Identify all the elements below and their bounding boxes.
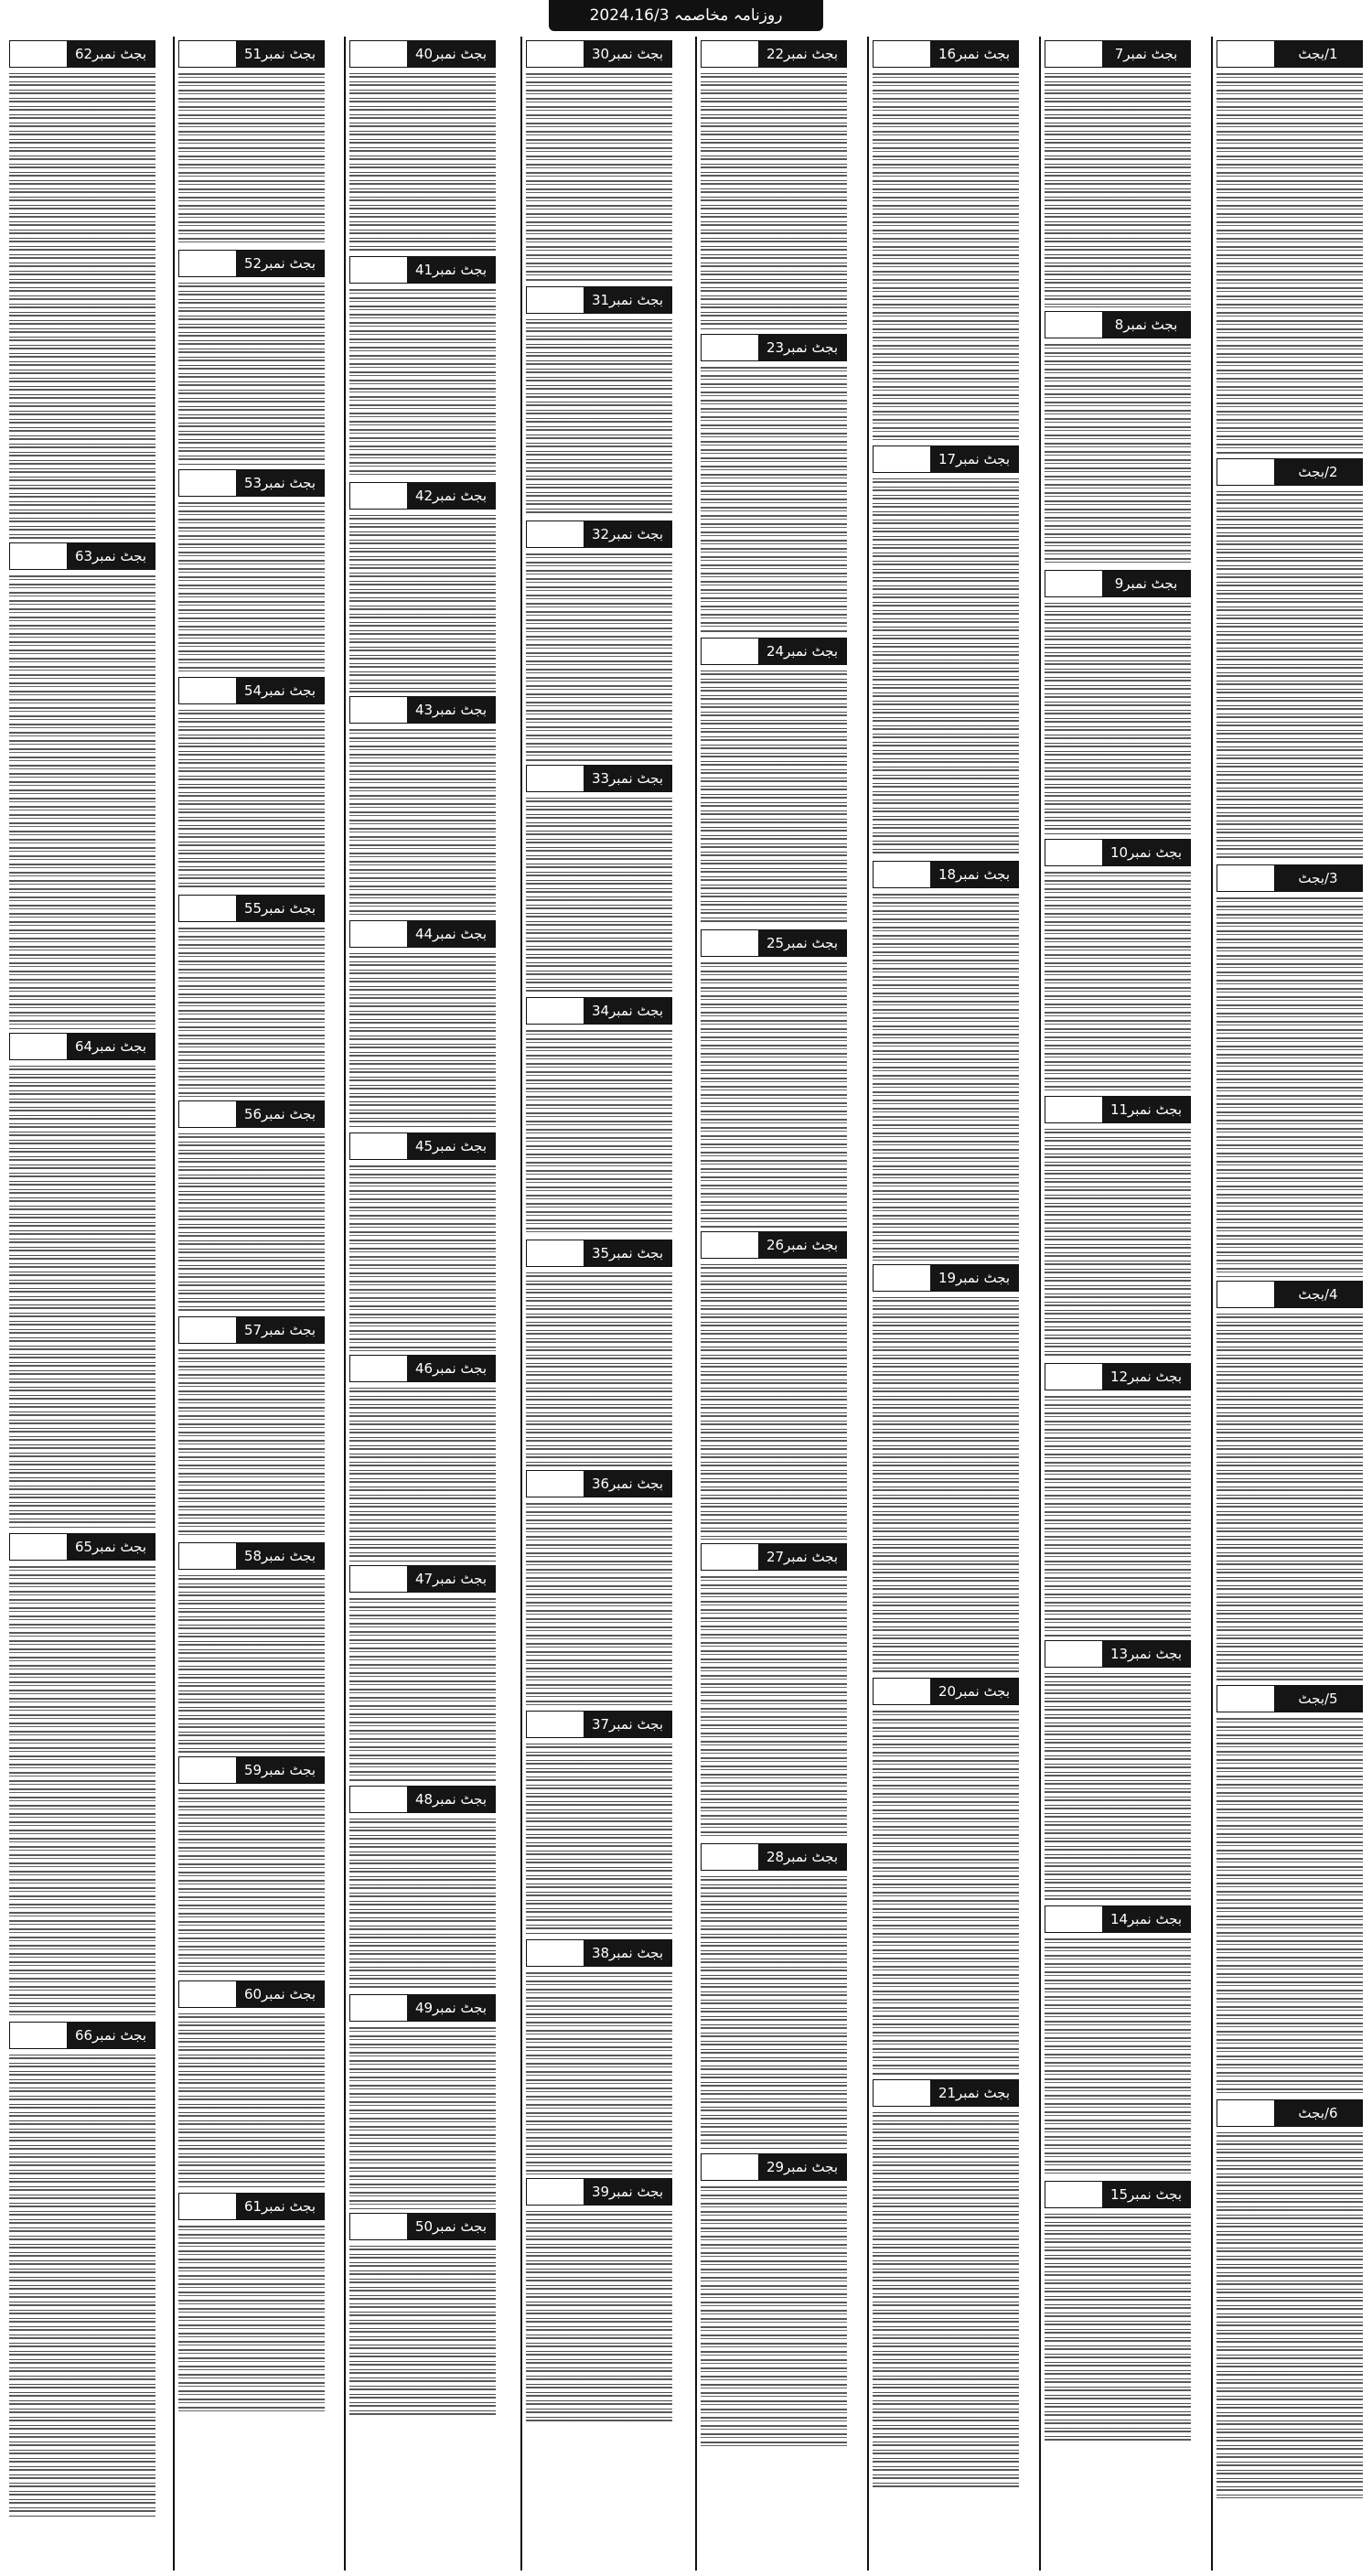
article-body <box>178 710 325 891</box>
section-heading <box>526 286 672 314</box>
section-heading <box>701 1543 847 1571</box>
article-body <box>526 73 672 283</box>
article-body <box>178 1575 325 1753</box>
article-body <box>1217 491 1363 861</box>
section-heading-label: بجٹ نمبر35 <box>584 1240 671 1266</box>
section-heading-label: بجٹ نمبر32 <box>584 521 671 547</box>
section-heading-label: بجٹ نمبر16 <box>930 41 1018 67</box>
section-heading-label: بجٹ نمبر45 <box>407 1133 495 1159</box>
section-heading-label: بجٹ نمبر49 <box>407 1995 495 2021</box>
section-heading <box>349 1132 496 1160</box>
article-body <box>1217 1314 1363 1681</box>
article-body <box>9 73 155 539</box>
section-heading <box>526 40 672 68</box>
section-heading-label: بجٹ نمبر55 <box>236 896 324 921</box>
article-body <box>701 962 847 1228</box>
section-heading-label: 2/بجٹ <box>1274 459 1362 485</box>
article-body <box>1045 344 1191 566</box>
article-body <box>349 515 496 692</box>
newspaper-column <box>869 37 1023 2571</box>
section-heading <box>349 40 496 68</box>
newspaper-column <box>175 37 328 2571</box>
section-heading-label: بجٹ نمبر25 <box>758 930 846 956</box>
section-heading-label: بجٹ نمبر18 <box>930 862 1018 887</box>
section-heading <box>9 1033 155 1060</box>
section-heading-label: بجٹ نمبر29 <box>758 2154 846 2180</box>
section-heading-label: بجٹ نمبر19 <box>930 1265 1018 1291</box>
section-heading <box>349 920 496 948</box>
article-body <box>1217 2132 1363 2498</box>
newspaper-column <box>697 37 851 2571</box>
article-body <box>701 671 847 926</box>
section-heading <box>178 40 325 68</box>
section-heading <box>349 1565 496 1593</box>
section-heading-label: بجٹ نمبر54 <box>236 678 324 703</box>
article-body <box>526 1272 672 1466</box>
section-heading-label: 4/بجٹ <box>1274 1282 1362 1307</box>
section-heading <box>349 1355 496 1382</box>
section-heading <box>526 2178 672 2206</box>
section-heading-label: بجٹ نمبر43 <box>407 697 495 723</box>
section-heading <box>1045 40 1191 68</box>
section-heading <box>9 2022 155 2049</box>
section-heading-label: بجٹ نمبر17 <box>930 446 1018 472</box>
article-body <box>349 729 496 917</box>
section-heading-label: بجٹ نمبر38 <box>584 1940 671 1966</box>
section-heading <box>1045 1640 1191 1668</box>
article-body <box>178 1133 325 1313</box>
section-heading <box>701 334 847 361</box>
section-heading <box>873 1678 1019 1705</box>
article-body <box>526 1972 672 2174</box>
article-body <box>349 1388 496 1562</box>
article-body <box>526 2211 672 2423</box>
section-heading <box>349 482 496 510</box>
section-heading-label: بجٹ نمبر8 <box>1102 312 1190 338</box>
article-body <box>349 1165 496 1351</box>
section-heading <box>1217 2099 1363 2127</box>
section-heading <box>178 677 325 704</box>
article-body <box>701 1876 847 2150</box>
section-heading <box>349 1994 496 2022</box>
section-heading <box>349 2213 496 2240</box>
article-body <box>9 575 155 1029</box>
section-heading-label: بجٹ نمبر14 <box>1102 1906 1190 1932</box>
article-body <box>178 2226 325 2411</box>
section-heading <box>178 1316 325 1344</box>
article-body <box>349 2027 496 2209</box>
section-heading-label: بجٹ نمبر44 <box>407 921 495 947</box>
section-heading-label: بجٹ نمبر66 <box>67 2023 155 2048</box>
section-heading <box>1045 839 1191 866</box>
section-heading-label: بجٹ نمبر7 <box>1102 41 1190 67</box>
article-body <box>9 1066 155 1530</box>
section-heading-label: بجٹ نمبر28 <box>758 1844 846 1870</box>
section-heading <box>701 1843 847 1871</box>
section-heading-label: بجٹ نمبر31 <box>584 287 671 313</box>
article-body <box>9 1566 155 2018</box>
section-heading-label: بجٹ نمبر48 <box>407 1787 495 1812</box>
article-body <box>178 928 325 1097</box>
section-heading <box>526 521 672 548</box>
section-heading <box>178 2193 325 2220</box>
article-body <box>701 2186 847 2448</box>
article-body <box>701 73 847 330</box>
section-heading-label: بجٹ نمبر50 <box>407 2214 495 2239</box>
newspaper-column <box>1041 37 1195 2571</box>
section-heading <box>873 445 1019 473</box>
section-heading <box>526 1711 672 1738</box>
article-body <box>1045 603 1191 835</box>
section-heading <box>526 1470 672 1497</box>
article-body <box>178 73 325 246</box>
article-body <box>701 1576 847 1840</box>
article-body <box>873 73 1019 442</box>
article-body <box>1217 1718 1363 2096</box>
section-heading <box>701 1231 847 1259</box>
article-body <box>701 367 847 634</box>
section-heading <box>9 1533 155 1561</box>
section-heading-label: بجٹ نمبر58 <box>236 1543 324 1569</box>
section-heading <box>349 256 496 284</box>
article-body <box>526 1744 672 1936</box>
section-heading <box>1045 1096 1191 1123</box>
section-heading-label: بجٹ نمبر21 <box>930 2080 1018 2106</box>
article-body <box>178 502 325 673</box>
article-body <box>873 2112 1019 2487</box>
section-heading-label: بجٹ نمبر36 <box>584 1471 671 1497</box>
section-heading <box>526 1939 672 1967</box>
article-body <box>701 1264 847 1540</box>
article-body <box>349 2246 496 2416</box>
section-heading-label: بجٹ نمبر39 <box>584 2179 671 2205</box>
article-body <box>1217 73 1363 455</box>
section-heading-label: بجٹ نمبر33 <box>584 766 671 791</box>
section-heading <box>526 997 672 1025</box>
article-body <box>1217 897 1363 1277</box>
section-heading-label: بجٹ نمبر59 <box>236 1757 324 1783</box>
section-heading <box>1045 2181 1191 2208</box>
section-heading-label: بجٹ نمبر52 <box>236 251 324 276</box>
article-body <box>873 478 1019 857</box>
section-heading-label: بجٹ نمبر22 <box>758 41 846 67</box>
section-heading-label: بجٹ نمبر64 <box>67 1034 155 1059</box>
section-heading-label: بجٹ نمبر12 <box>1102 1364 1190 1390</box>
section-heading <box>178 469 325 497</box>
masthead <box>0 0 1372 37</box>
section-heading <box>349 696 496 724</box>
section-heading <box>1217 1281 1363 1308</box>
section-heading <box>178 1100 325 1128</box>
section-heading-label: بجٹ نمبر51 <box>236 41 324 67</box>
section-heading <box>9 40 155 68</box>
article-body <box>349 1819 496 1991</box>
section-heading <box>1045 1363 1191 1390</box>
section-heading <box>526 1240 672 1267</box>
section-heading-label: بجٹ نمبر26 <box>758 1232 846 1258</box>
section-heading <box>1217 458 1363 486</box>
newspaper-page <box>5 37 1367 2571</box>
section-heading-label: بجٹ نمبر37 <box>584 1712 671 1737</box>
section-heading-label: بجٹ نمبر57 <box>236 1317 324 1343</box>
section-heading <box>178 1542 325 1570</box>
section-heading-label: بجٹ نمبر42 <box>407 483 495 509</box>
section-heading <box>873 861 1019 888</box>
section-heading-label: 1/بجٹ <box>1274 41 1362 67</box>
article-body <box>526 798 672 993</box>
section-heading <box>701 2153 847 2181</box>
section-heading-label: بجٹ نمبر24 <box>758 639 846 664</box>
section-heading-label: بجٹ نمبر27 <box>758 1544 846 1570</box>
section-heading <box>1045 1905 1191 1933</box>
section-heading <box>1045 570 1191 597</box>
section-heading <box>1217 864 1363 892</box>
section-heading-label: 6/بجٹ <box>1274 2100 1362 2126</box>
section-heading-label: بجٹ نمبر40 <box>407 41 495 67</box>
article-body <box>526 1503 672 1707</box>
section-heading-label: بجٹ نمبر63 <box>67 543 155 569</box>
section-heading-label: 5/بجٹ <box>1274 1686 1362 1712</box>
article-body <box>1045 1938 1191 2177</box>
article-body <box>526 553 672 761</box>
section-heading <box>873 2079 1019 2107</box>
section-heading <box>1217 40 1363 68</box>
section-heading-label: بجٹ نمبر56 <box>236 1101 324 1127</box>
article-body <box>1045 2214 1191 2441</box>
article-body <box>1045 1673 1191 1902</box>
article-body <box>1045 73 1191 307</box>
article-body <box>349 953 496 1129</box>
article-body <box>349 289 496 478</box>
article-body <box>873 1711 1019 2076</box>
section-heading-label: بجٹ نمبر62 <box>67 41 155 67</box>
section-heading-label: بجٹ نمبر53 <box>236 470 324 496</box>
newspaper-column <box>5 37 159 2571</box>
section-heading-label: بجٹ نمبر23 <box>758 335 846 360</box>
article-body <box>349 73 496 252</box>
section-heading-label: بجٹ نمبر11 <box>1102 1097 1190 1122</box>
article-body <box>1045 872 1191 1092</box>
section-heading <box>873 40 1019 68</box>
masthead-date: روزنامہ مخاصمہ 2024،16/3 <box>549 0 823 31</box>
article-body <box>178 2013 325 2189</box>
section-heading-label: بجٹ نمبر41 <box>407 257 495 283</box>
section-heading-label: بجٹ نمبر46 <box>407 1356 495 1381</box>
article-body <box>178 1349 325 1539</box>
section-heading-label: بجٹ نمبر47 <box>407 1566 495 1592</box>
article-body <box>526 1030 672 1236</box>
article-body <box>873 1297 1019 1674</box>
article-body <box>1045 1396 1191 1637</box>
section-heading-label: بجٹ نمبر13 <box>1102 1641 1190 1667</box>
section-heading <box>1217 1685 1363 1712</box>
section-heading <box>178 1756 325 1784</box>
section-heading-label: 3/بجٹ <box>1274 865 1362 891</box>
section-heading <box>9 542 155 570</box>
section-heading-label: بجٹ نمبر61 <box>236 2194 324 2219</box>
section-heading <box>526 765 672 792</box>
article-body <box>9 2055 155 2517</box>
article-body <box>178 1789 325 1977</box>
section-heading <box>178 1980 325 2008</box>
section-heading <box>178 250 325 277</box>
section-heading-label: بجٹ نمبر65 <box>67 1534 155 1560</box>
article-body <box>526 319 672 517</box>
section-heading <box>701 40 847 68</box>
section-heading <box>349 1786 496 1813</box>
section-heading-label: بجٹ نمبر9 <box>1102 571 1190 596</box>
newspaper-column <box>1213 37 1367 2571</box>
section-heading <box>873 1264 1019 1292</box>
section-heading-label: بجٹ نمبر30 <box>584 41 671 67</box>
section-heading-label: بجٹ نمبر10 <box>1102 840 1190 865</box>
article-body <box>873 894 1019 1261</box>
section-heading-label: بجٹ نمبر20 <box>930 1679 1018 1704</box>
section-heading <box>178 895 325 922</box>
section-heading <box>701 638 847 665</box>
article-body <box>1045 1129 1191 1359</box>
section-heading-label: بجٹ نمبر15 <box>1102 2182 1190 2207</box>
newspaper-column <box>522 37 676 2571</box>
article-body <box>178 283 325 466</box>
article-body <box>349 1598 496 1782</box>
section-heading-label: بجٹ نمبر60 <box>236 1981 324 2007</box>
section-heading <box>701 929 847 957</box>
newspaper-column <box>346 37 499 2571</box>
section-heading <box>1045 311 1191 338</box>
section-heading-label: بجٹ نمبر34 <box>584 998 671 1024</box>
